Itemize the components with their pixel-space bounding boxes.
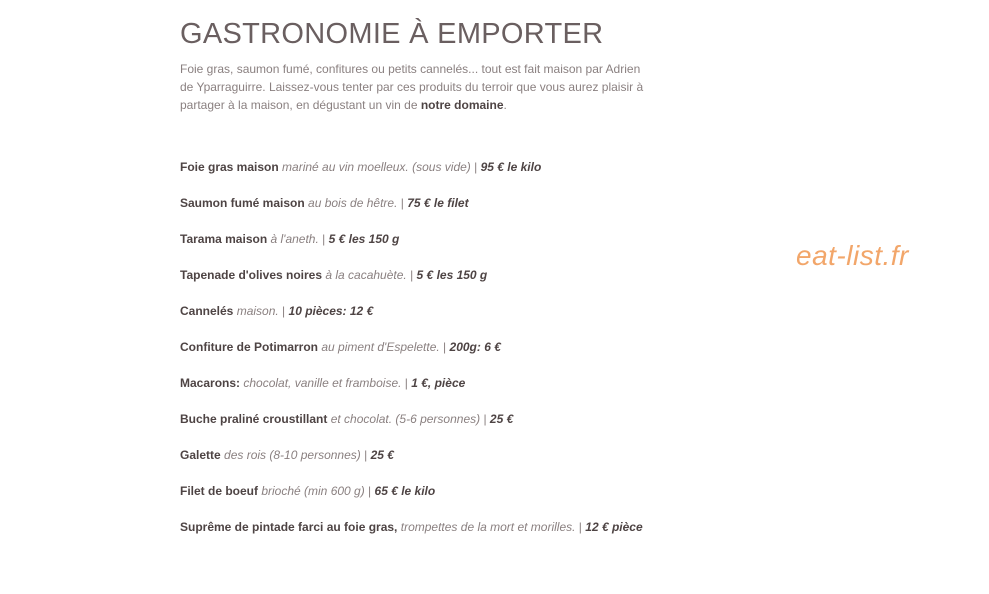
watermark-text: eat-list.fr bbox=[796, 240, 909, 271]
menu-item bbox=[180, 338, 650, 356]
item-description: maison. bbox=[233, 304, 279, 318]
menu-item bbox=[180, 302, 650, 320]
intro-end: . bbox=[503, 98, 507, 112]
domaine-link[interactable]: notre domaine bbox=[420, 98, 504, 112]
item-price: 25 € bbox=[489, 412, 514, 426]
menu-item bbox=[180, 410, 650, 428]
item-name: Filet de boeuf bbox=[180, 484, 258, 498]
main-content bbox=[180, 0, 650, 534]
intro-paragraph bbox=[180, 60, 650, 114]
item-separator: | bbox=[480, 412, 490, 426]
item-name: Tapenade d'olives noires bbox=[180, 268, 323, 282]
item-description: trompettes de la mort et morilles. bbox=[397, 520, 576, 534]
item-separator: | bbox=[406, 268, 417, 282]
menu-item bbox=[180, 482, 650, 500]
item-description: au bois de hêtre. bbox=[304, 196, 398, 210]
item-name: Tarama maison bbox=[180, 232, 268, 246]
intro-text: Foie gras, saumon fumé, confitures ou petits cannelés... tout est fait maison par Adrien de Yparraguirre. Laissez-vous tenter par ces produits du terroir que vous aurez plaisir à partager à la maison, en dégustant un vin de bbox=[180, 62, 644, 112]
item-separator: | bbox=[318, 232, 329, 246]
item-name: Buche praliné croustillant bbox=[180, 412, 328, 426]
item-name: Galette bbox=[180, 448, 221, 462]
item-separator: | bbox=[401, 376, 412, 390]
item-name: Cannelés bbox=[180, 304, 234, 318]
menu-item bbox=[180, 158, 650, 176]
item-separator: | bbox=[397, 196, 408, 210]
menu-item bbox=[180, 374, 650, 392]
item-price: 1 €, pièce bbox=[411, 376, 466, 390]
item-name: Saumon fumé maison bbox=[180, 196, 305, 210]
item-price: 65 € le kilo bbox=[374, 484, 436, 498]
item-separator: | bbox=[575, 520, 586, 534]
item-description: mariné au vin moelleux. (sous vide) bbox=[278, 160, 471, 174]
menu-item bbox=[180, 230, 650, 248]
item-price: 25 € bbox=[370, 448, 394, 462]
item-separator: | bbox=[364, 484, 375, 498]
page-title: GASTRONOMIE À EMPORTER bbox=[180, 18, 604, 50]
item-price: 200g: 6 € bbox=[449, 340, 501, 354]
item-description: au piment d'Espelette. bbox=[318, 340, 440, 354]
item-price: 75 € le filet bbox=[407, 196, 469, 210]
menu-item bbox=[180, 518, 650, 536]
item-description: à l'aneth. bbox=[267, 232, 319, 246]
item-name: Suprême de pintade farci au foie gras, bbox=[180, 520, 398, 534]
item-separator: | bbox=[360, 448, 371, 462]
item-price: 5 € les 150 g bbox=[416, 268, 488, 282]
item-description: des rois (8-10 personnes) bbox=[220, 448, 361, 462]
item-description: à la cacahuète. bbox=[322, 268, 407, 282]
menu-list bbox=[180, 158, 650, 554]
item-price: 5 € les 150 g bbox=[328, 232, 400, 246]
item-name: Confiture de Potimarron bbox=[180, 340, 319, 354]
item-price: 95 € le kilo bbox=[480, 160, 542, 174]
item-separator: | bbox=[278, 304, 289, 318]
menu-item bbox=[180, 266, 650, 284]
menu-item bbox=[180, 194, 650, 212]
item-separator: | bbox=[439, 340, 450, 354]
item-name: Foie gras maison bbox=[180, 160, 279, 174]
item-price: 12 € pièce bbox=[585, 520, 643, 534]
item-separator: | bbox=[470, 160, 481, 174]
item-description: brioché (min 600 g) bbox=[258, 484, 365, 498]
item-name: Macarons: bbox=[180, 376, 241, 390]
menu-item bbox=[180, 446, 650, 464]
item-price: 10 pièces: 12 € bbox=[288, 304, 374, 318]
item-description: chocolat, vanille et framboise. bbox=[240, 376, 402, 390]
item-description: et chocolat. (5-6 personnes) bbox=[327, 412, 481, 426]
